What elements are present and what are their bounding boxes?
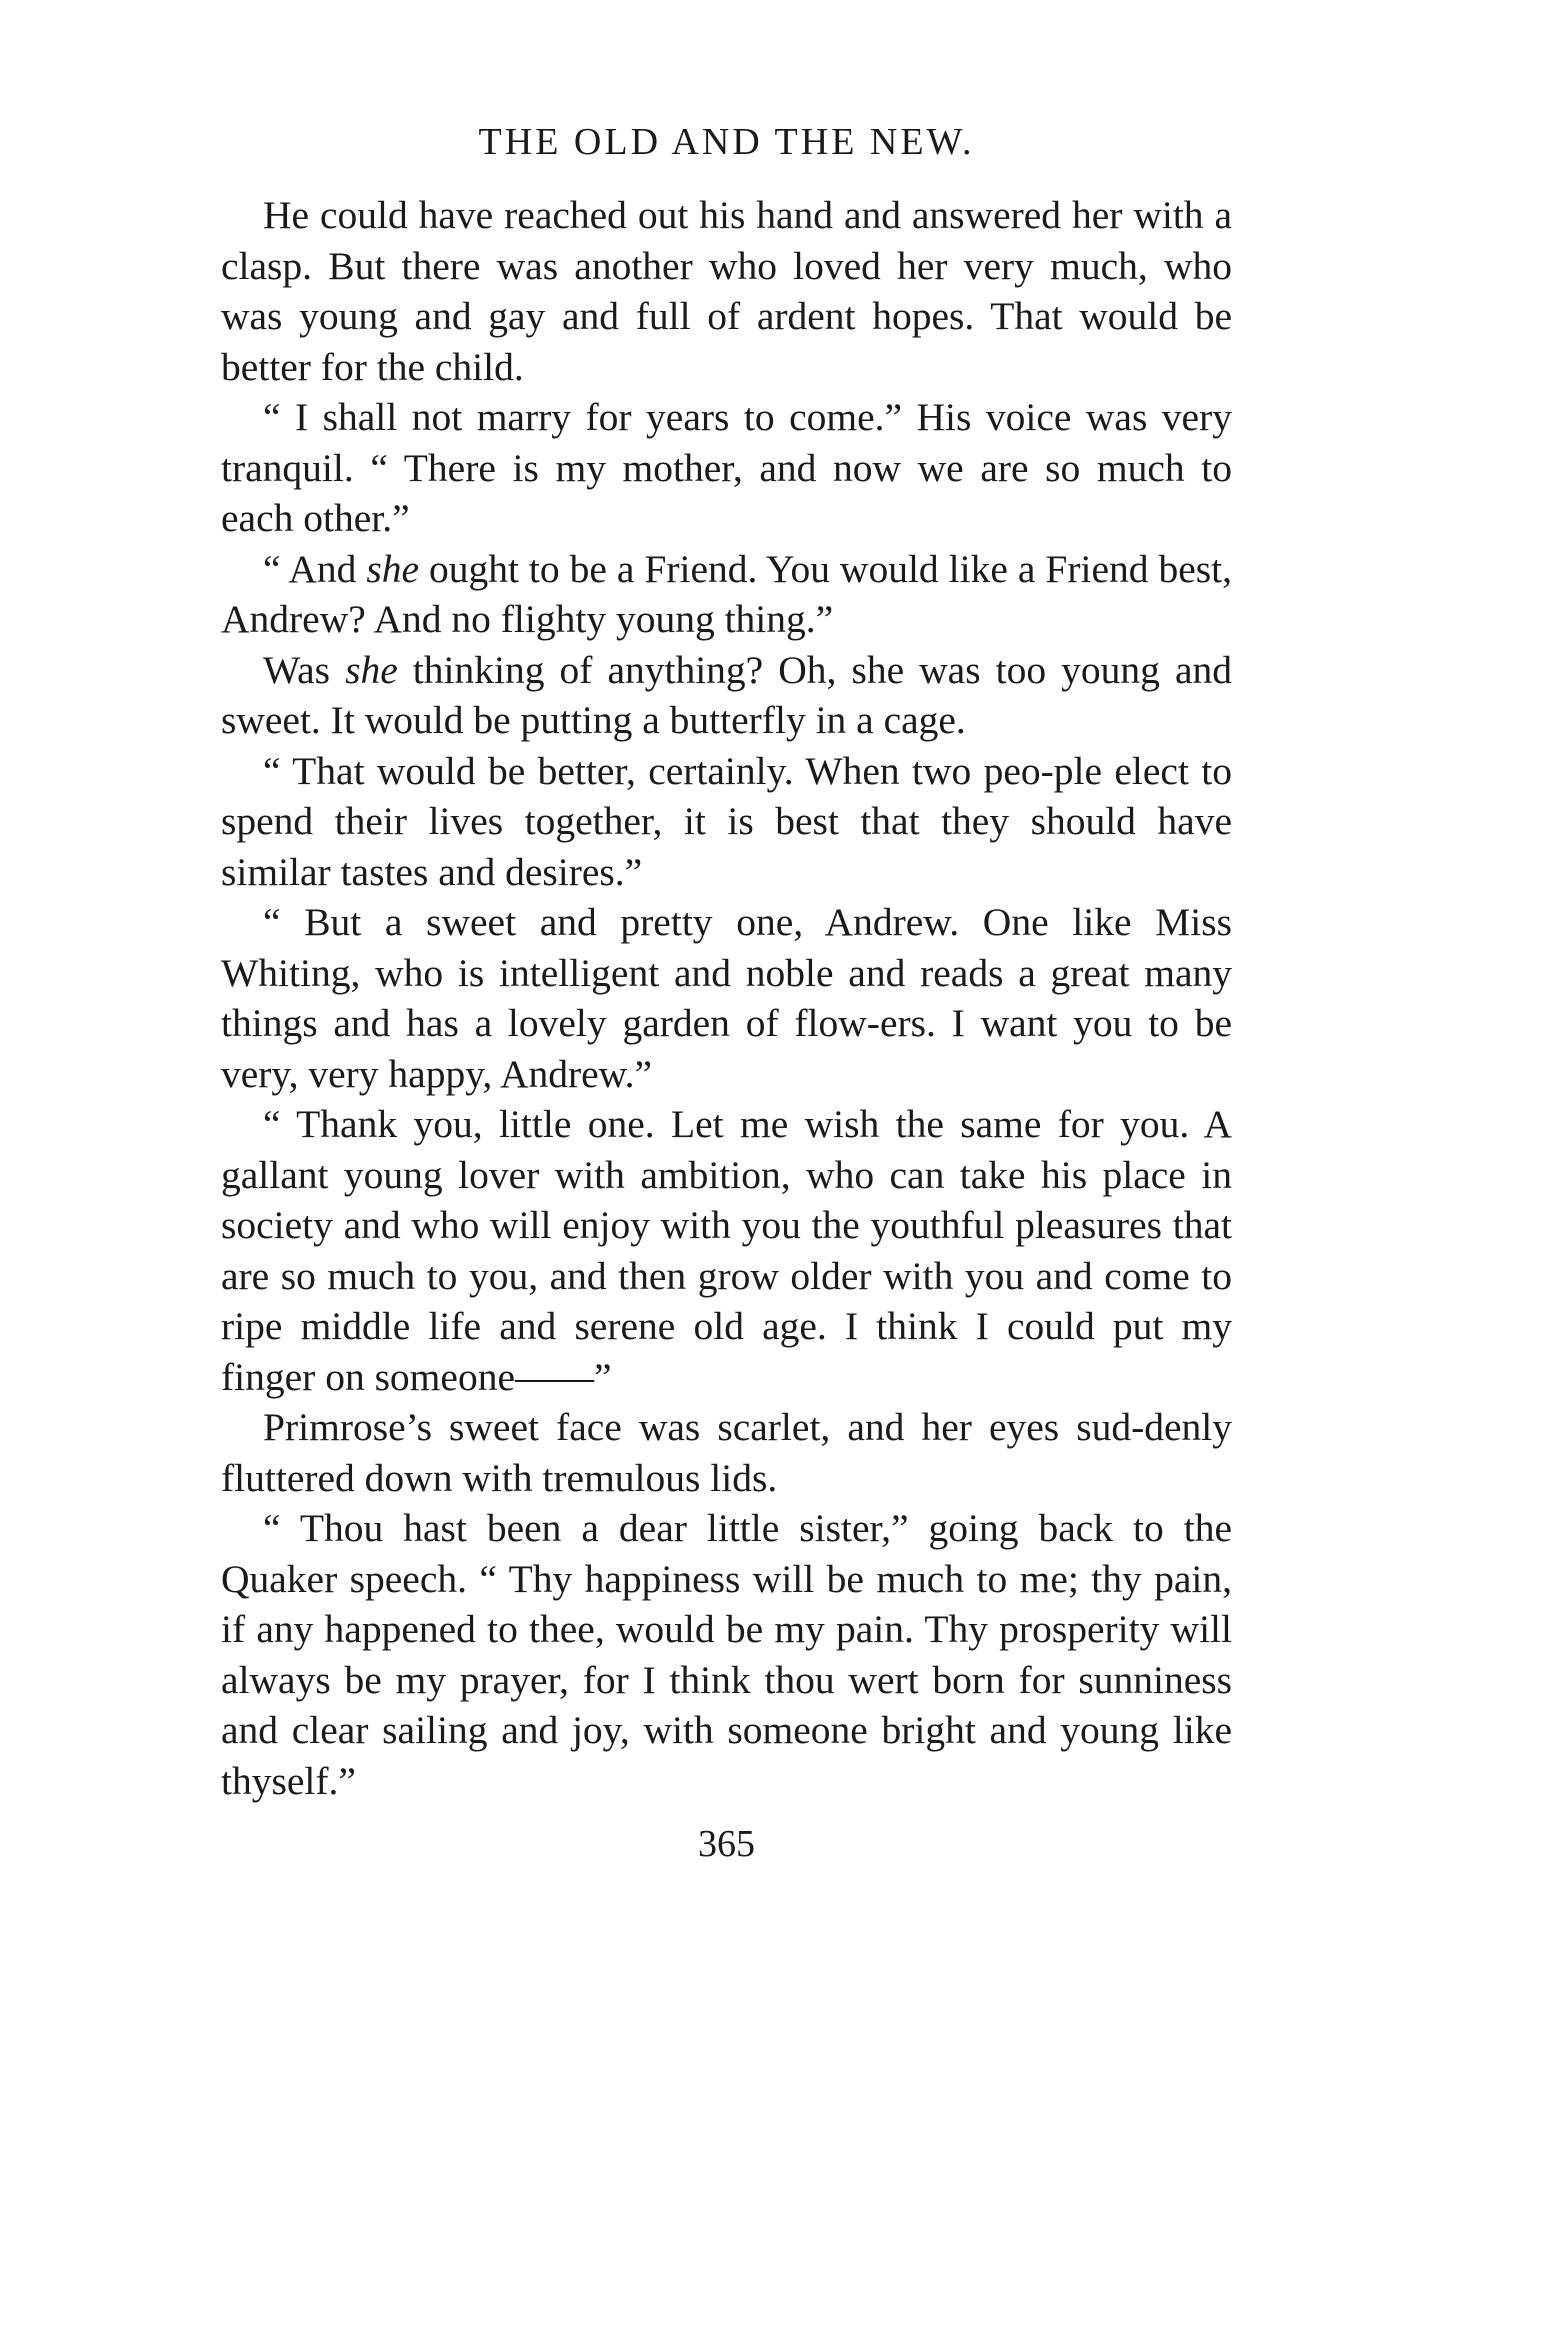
paragraph: “ Thou hast been a dear little sister,” going back to the Quaker speech. “ Thy happiness will be much to me; thy pain, if any happened to thee, would be my pain. Thy prosperity will always be my prayer, for I think thou wert born for sunniness and clear sailing and joy, with someone bright and young like thyself.” bbox=[221, 1506, 1232, 1803]
paragraph: “ That would be better, certainly. When two peo-ple elect to spend their lives together, it is best that they should have similar tastes and desires.” bbox=[221, 748, 1232, 894]
paragraph-text: Was bbox=[263, 647, 346, 692]
paragraph bbox=[221, 544, 1232, 645]
paragraph: Primrose’s sweet face was scarlet, and her eyes sud-denly fluttered down with tremulous lids. bbox=[221, 1405, 1232, 1500]
emphasis: she bbox=[366, 546, 419, 591]
paragraph bbox=[221, 645, 1232, 746]
paragraph: “ But a sweet and pretty one, Andrew. One like Miss Whiting, who is intelligent and noble and reads a great many things and has a lovely garden of flow-ers. I want you to be very, very happy, Andrew.” bbox=[221, 900, 1232, 1096]
paragraph-text: “ And bbox=[263, 546, 367, 591]
paragraph: He could have reached out his hand and answered her with a clasp. But there was another who loved her very much, who was young and gay and full of ardent hopes. That would be better for the child. bbox=[221, 193, 1232, 389]
paragraph: “ Thank you, little one. Let me wish the same for you. A gallant young lover with ambition, who can take his place in society and who will enjoy with you the youthful pleasures that are so much to you, and then grow older with you and come to ripe middle life and serene old age. I think I could put my finger on someone——” bbox=[221, 1102, 1232, 1399]
book-page bbox=[221, 118, 1232, 1868]
paragraph-text: thinking of anything? Oh, she was too young and sweet. It would be putting a butterfly in a cage. bbox=[221, 647, 1232, 742]
emphasis: she bbox=[345, 647, 398, 692]
running-head: THE OLD AND THE NEW. bbox=[478, 121, 975, 163]
paragraph: “ I shall not marry for years to come.” His voice was very tranquil. “ There is my mother, and now we are so much to each other.” bbox=[221, 395, 1232, 540]
paragraph-text: ought to be a Friend. You would like a Friend best, Andrew? And no flighty young thing.” bbox=[221, 546, 1232, 641]
page-number: 365 bbox=[698, 1823, 755, 1865]
